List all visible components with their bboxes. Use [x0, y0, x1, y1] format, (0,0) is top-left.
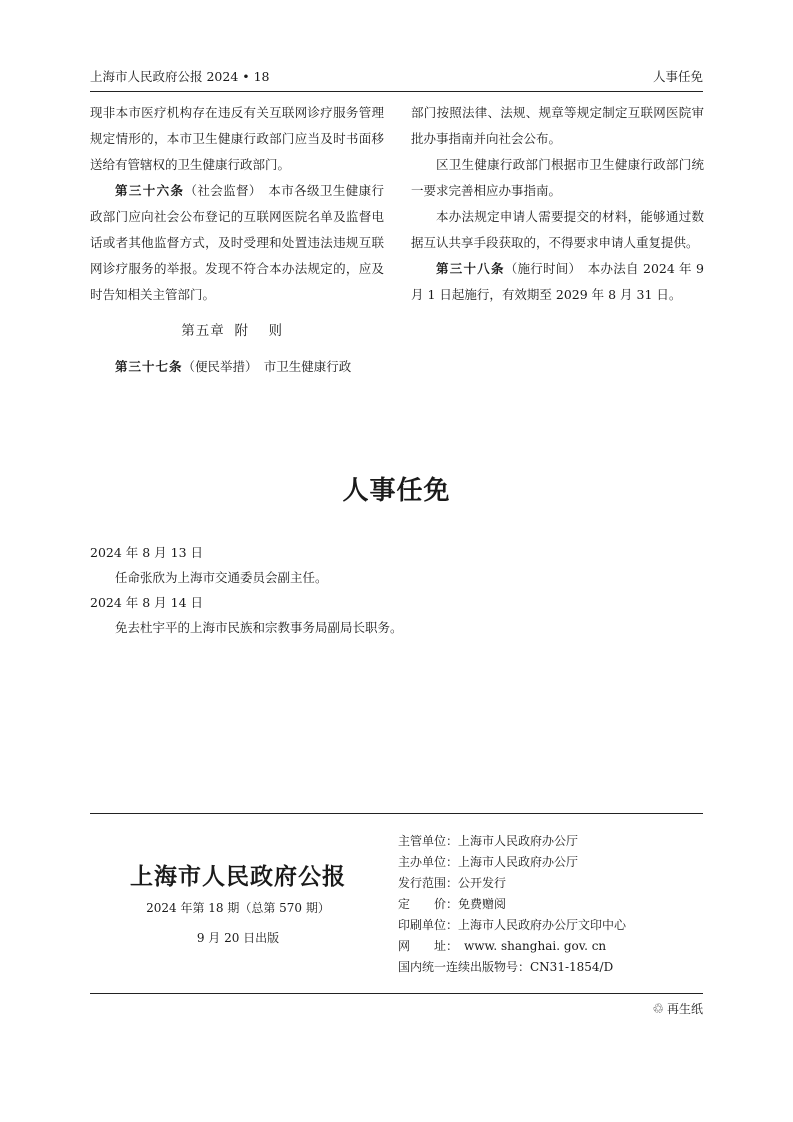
running-header-left: 上海市人民政府公报 2024 • 18 [90, 69, 270, 84]
info-line: 主管单位：上海市人民政府办公厅 [398, 834, 579, 848]
right-column [411, 100, 704, 308]
article-tag: （社会监督） [184, 183, 256, 198]
paragraph: 本办法规定申请人需要提交的材料，能够通过数据互认共享手段获取的，不得要求申请人重复提供。 [411, 209, 704, 250]
article-text: 本办法自 2024 年 9 月 1 日起施行，有效期至 2029 年 8 月 31 日。 [411, 261, 704, 302]
info-line: 主办单位：上海市人民政府办公厅 [398, 855, 579, 869]
recycle-label: 再生纸 [666, 1002, 703, 1016]
recycle-icon: ♲ [652, 1002, 664, 1017]
info-line: 定 价：免费赠阅 [398, 897, 507, 911]
article-text: 市卫生健康行政 [263, 359, 352, 374]
paragraph: 现非本市医疗机构存在违反有关互联网诊疗服务管理规定情形的，本市卫生健康行政部门应当及时书面移送给有管辖权的卫生健康行政部门。 [90, 105, 384, 172]
left-column [90, 100, 384, 380]
publication-title: 上海市人民政府公报 [130, 863, 346, 890]
info-line: 发行范围：公开发行 [398, 876, 507, 890]
article-text: 本市各级卫生健康行政部门应向社会公布登记的互联网医院名单及监督电话或者其他监督方式，及时受理和处置违法违规互联网诊疗服务的举报。发现不符合本办法规定的，应及时告知相关主管部门。 [90, 183, 384, 302]
appointment-text: 免去杜宇平的上海市民族和宗教事务局副局长职务。 [115, 620, 403, 635]
paragraph: 区卫生健康行政部门根据市卫生健康行政部门统一要求完善相应办事指南。 [411, 157, 704, 198]
article-number: 第三十六条 [115, 183, 185, 198]
footer-top-rule [90, 813, 703, 814]
issue-number: 2024 年第 18 期（总第 570 期） [146, 901, 330, 915]
publish-date: 9 月 20 日出版 [196, 931, 280, 945]
publication-info [398, 831, 703, 978]
appointment-list [90, 540, 703, 640]
appointment-date: 2024 年 8 月 13 日 [90, 545, 204, 560]
running-header-right: 人事任免 [652, 69, 703, 84]
footer-bottom-rule [90, 993, 703, 994]
paragraph: 部门按照法律、法规、规章等规定制定互联网医院审批办事指南并向社会公布。 [411, 105, 704, 146]
info-line: 国内统一连续出版物号：CN31-1854/D [398, 960, 614, 974]
article-38 [411, 256, 704, 308]
info-line: 网 址： www. shanghai. gov. cn [398, 939, 607, 953]
recycled-paper-mark [652, 1000, 703, 1017]
article-number: 第三十八条 [436, 261, 505, 276]
appointment-date: 2024 年 8 月 14 日 [90, 595, 204, 610]
article-36 [90, 178, 384, 308]
chapter-heading: 第五章 附 则 [181, 323, 283, 339]
article-number: 第三十七条 [115, 359, 183, 374]
header-divider [90, 91, 703, 92]
section-title: 人事任免 [342, 476, 451, 506]
appointment-text: 任命张欣为上海市交通委员会副主任。 [115, 570, 328, 585]
article-tag: （便民举措） [182, 359, 252, 374]
article-tag: （施行时间） [504, 261, 576, 276]
info-line: 印刷单位：上海市人民政府办公厅文印中心 [398, 918, 627, 932]
article-37 [90, 354, 384, 380]
